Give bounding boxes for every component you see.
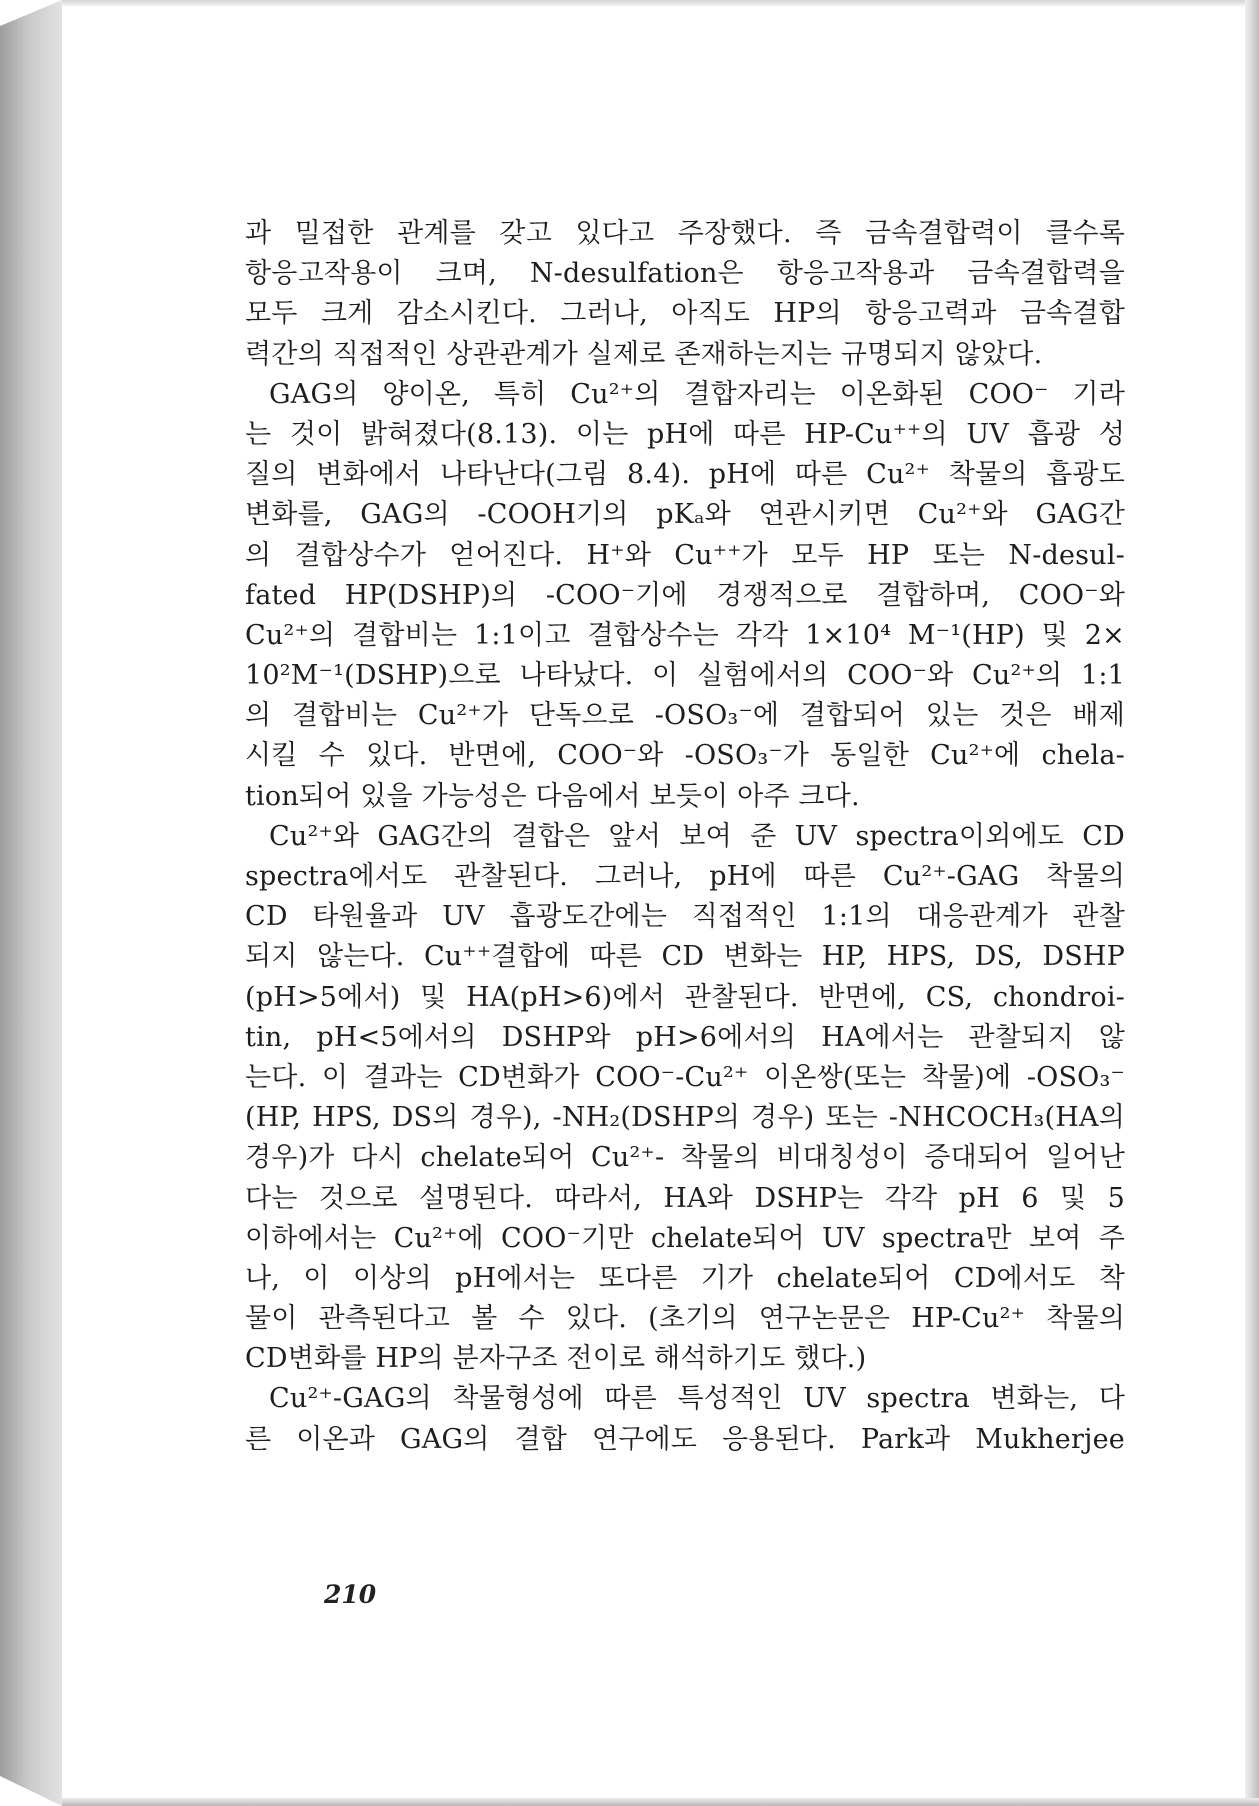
page-bottom-edge [62,1798,1259,1806]
text-line: Cu²⁺와 GAG간의 결합은 앞서 보여 준 UV spectra이외에도 CD [269,820,1125,852]
book-spine-edge [0,0,62,1806]
text-line: Cu²⁺-GAG의 착물형성에 따른 특성적인 UV spectra 변화는, 다 [269,1383,1125,1415]
text-line: spectra에서도 관찰된다. 그러나, pH에 따른 Cu²⁺-GAG 착물의 [245,861,1125,892]
text-line: GAG의 양이온, 특히 Cu²⁺의 결합자리는 이온화된 COO⁻ 기라 [269,378,1125,410]
text-line: 과 밀접한 관계를 갖고 있다고 주장했다. 즉 금속결합력이 클수록 [245,218,1125,249]
text-line: 10²M⁻¹(DSHP)으로 나타났다. 이 실험에서의 COO⁻와 Cu²⁺의 1:1 [245,660,1125,692]
text-line: 는다. 이 결과는 CD변화가 COO⁻-Cu²⁺ 이온쌍(또는 착물)에 -OSO₃⁻ [245,1061,1125,1093]
text-line: (pH>5에서) 및 HA(pH>6)에서 관찰된다. 반면에, CS, chondroi- [245,981,1125,1013]
text-line: 경우)가 다시 chelate되어 Cu²⁺- 착물의 비대칭성이 증대되어 일어난 [245,1142,1125,1174]
text-line: 시킬 수 있다. 반면에, COO⁻와 -OSO₃⁻가 동일한 Cu²⁺에 chela- [245,740,1125,772]
text-line: CD변화를 HP의 분자구조 전이로 해석하기도 했다.) [245,1343,867,1375]
text-line: 이하에서는 Cu²⁺에 COO⁻기만 chelate되어 UV spectra만 보여 주 [245,1222,1125,1254]
page-number: 210 [324,1580,377,1609]
book-page [62,6,1245,1798]
text-line: Cu²⁺의 결합비는 1:1이고 결합상수는 각각 1×10⁴ M⁻¹(HP) 및 2× [245,619,1125,651]
text-line: 력간의 직접적인 상관관계가 실제로 존재하는지는 규명되지 않았다. [245,338,1043,370]
text-line: 나, 이 이상의 pH에서는 또다른 기가 chelate되어 CD에서도 착 [245,1262,1125,1294]
text-line: 다는 것으로 설명된다. 따라서, HA와 DSHP는 각각 pH 6 및 5 [245,1182,1125,1214]
text-line: fated HP(DSHP)의 -COO⁻기에 경쟁적으로 결합하며, COO⁻와 [245,579,1125,611]
text-line: 물이 관측된다고 볼 수 있다. (초기의 연구논문은 HP-Cu²⁺ 착물의 [245,1303,1125,1335]
body-text [245,214,1125,1460]
text-line: 는 것이 밝혀졌다(8.13). 이는 pH에 따른 HP-Cu⁺⁺의 UV 흡광 성 [245,418,1125,450]
text-line: CD 타원율과 UV 흡광도간에는 직접적인 1:1의 대응관계가 관찰 [245,901,1125,933]
text-line: 른 이온과 GAG의 결합 연구에도 응용된다. Park과 Mukherjee [245,1423,1125,1455]
text-line: 질의 변화에서 나타난다(그림 8.4). pH에 따른 Cu²⁺ 착물의 흡광도 [245,459,1125,491]
text-line: 모두 크게 감소시킨다. 그러나, 아직도 HP의 항응고력과 금속결합 [245,298,1125,330]
text-line: tin, pH<5에서의 DSHP와 pH>6에서의 HA에서는 관찰되지 않 [245,1021,1125,1053]
text-line: 되지 않는다. Cu⁺⁺결합에 따른 CD 변화는 HP, HPS, DS, DSHP [245,941,1125,973]
text-line: tion되어 있을 가능성은 다음에서 보듯이 아주 크다. [245,780,860,812]
page-right-edge [1245,0,1259,1806]
text-line: 항응고작용이 크며, N-desulfation은 항응고작용과 금속결합력을 [245,258,1125,290]
text-line: 의 결합비는 Cu²⁺가 단독으로 -OSO₃⁻에 결합되어 있는 것은 배제 [245,700,1125,732]
text-line: 의 결합상수가 얻어진다. H⁺와 Cu⁺⁺가 모두 HP 또는 N-desul- [245,539,1125,571]
text-line: 변화를, GAG의 -COOH기의 pKₐ와 연관시키면 Cu²⁺와 GAG간 [245,499,1125,531]
text-line: (HP, HPS, DS의 경우), -NH₂(DSHP의 경우) 또는 -NHCOCH₃(HA의 [245,1102,1125,1134]
